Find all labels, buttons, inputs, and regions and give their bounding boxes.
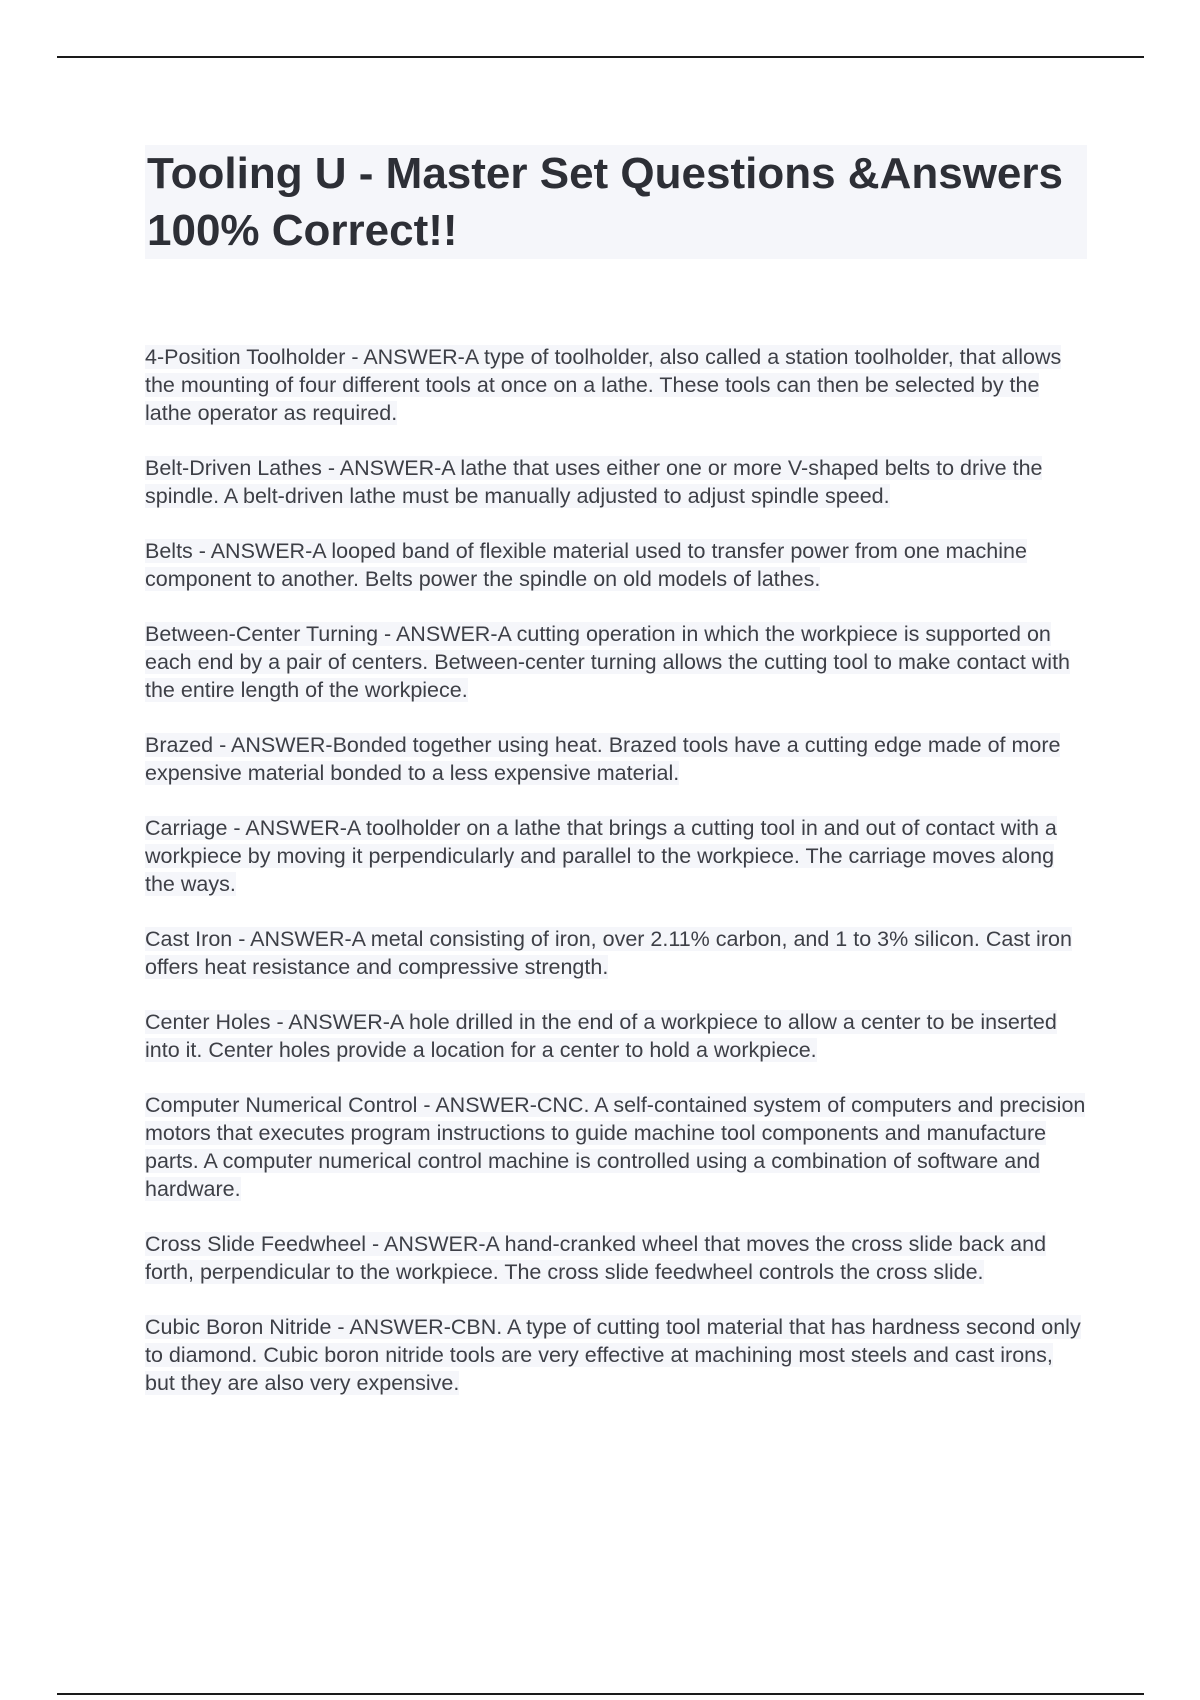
entry-text: Center Holes - ANSWER-A hole drilled in the end of a workpiece to allow a center to be inserted into it. Center holes provide a location for a center to hold a workpiece. xyxy=(145,1010,1057,1062)
entry-text: Brazed - ANSWER-Bonded together using heat. Brazed tools have a cutting edge made of more expensive material bonded to a less expensive material. xyxy=(145,733,1061,785)
document-title: Tooling U - Master Set Questions &Answers 100% Correct!! xyxy=(145,145,1087,259)
list-item xyxy=(145,537,1087,593)
list-item xyxy=(145,1230,1087,1286)
list-item xyxy=(145,343,1087,427)
list-item xyxy=(145,1091,1087,1203)
footer-rule xyxy=(57,1693,1144,1695)
list-item xyxy=(145,731,1087,787)
entry-text: 4-Position Toolholder - ANSWER-A type of toolholder, also called a station toolholder, that allows the mounting of four different tools at once on a lathe. These tools can then be selected by the lathe operator as required. xyxy=(145,345,1062,425)
entry-text: Cast Iron - ANSWER-A metal consisting of iron, over 2.11% carbon, and 1 to 3% silicon. Cast iron offers heat resistance and compressive strength. xyxy=(145,927,1072,979)
entry-text: Between-Center Turning - ANSWER-A cutting operation in which the workpiece is supported on each end by a pair of centers. Between-center turning allows the cutting tool to make contact with the entire length of the workpiece. xyxy=(145,622,1071,702)
list-item xyxy=(145,620,1087,704)
header-rule xyxy=(57,56,1144,58)
list-item xyxy=(145,1008,1087,1064)
entry-text: Cubic Boron Nitride - ANSWER-CBN. A type of cutting tool material that has hardness second only to diamond. Cubic boron nitride tools are very effective at machining most steels and cast irons, but they are also very expensive. xyxy=(145,1315,1081,1395)
entry-text: Carriage - ANSWER-A toolholder on a lathe that brings a cutting tool in and out of contact with a workpiece by moving it perpendicularly and parallel to the workpiece. The carriage moves along the ways. xyxy=(145,816,1057,896)
document-body xyxy=(145,145,1087,1424)
entry-text: Belts - ANSWER-A looped band of flexible material used to transfer power from one machine component to another. Belts power the spindle on old models of lathes. xyxy=(145,539,1027,591)
list-item xyxy=(145,454,1087,510)
entry-text: Computer Numerical Control - ANSWER-CNC. A self-contained system of computers and precision motors that executes program instructions to guide machine tool components and manufacture parts. A computer numerical control machine is controlled using a combination of software and hardware. xyxy=(145,1093,1086,1201)
list-item xyxy=(145,925,1087,981)
entry-text: Belt-Driven Lathes - ANSWER-A lathe that uses either one or more V-shaped belts to drive the spindle. A belt-driven lathe must be manually adjusted to adjust spindle speed. xyxy=(145,456,1043,508)
entry-list xyxy=(145,343,1087,1397)
entry-text: Cross Slide Feedwheel - ANSWER-A hand-cranked wheel that moves the cross slide back and forth, perpendicular to the workpiece. The cross slide feedwheel controls the cross slide. xyxy=(145,1232,1047,1284)
list-item xyxy=(145,1313,1087,1397)
list-item xyxy=(145,814,1087,898)
